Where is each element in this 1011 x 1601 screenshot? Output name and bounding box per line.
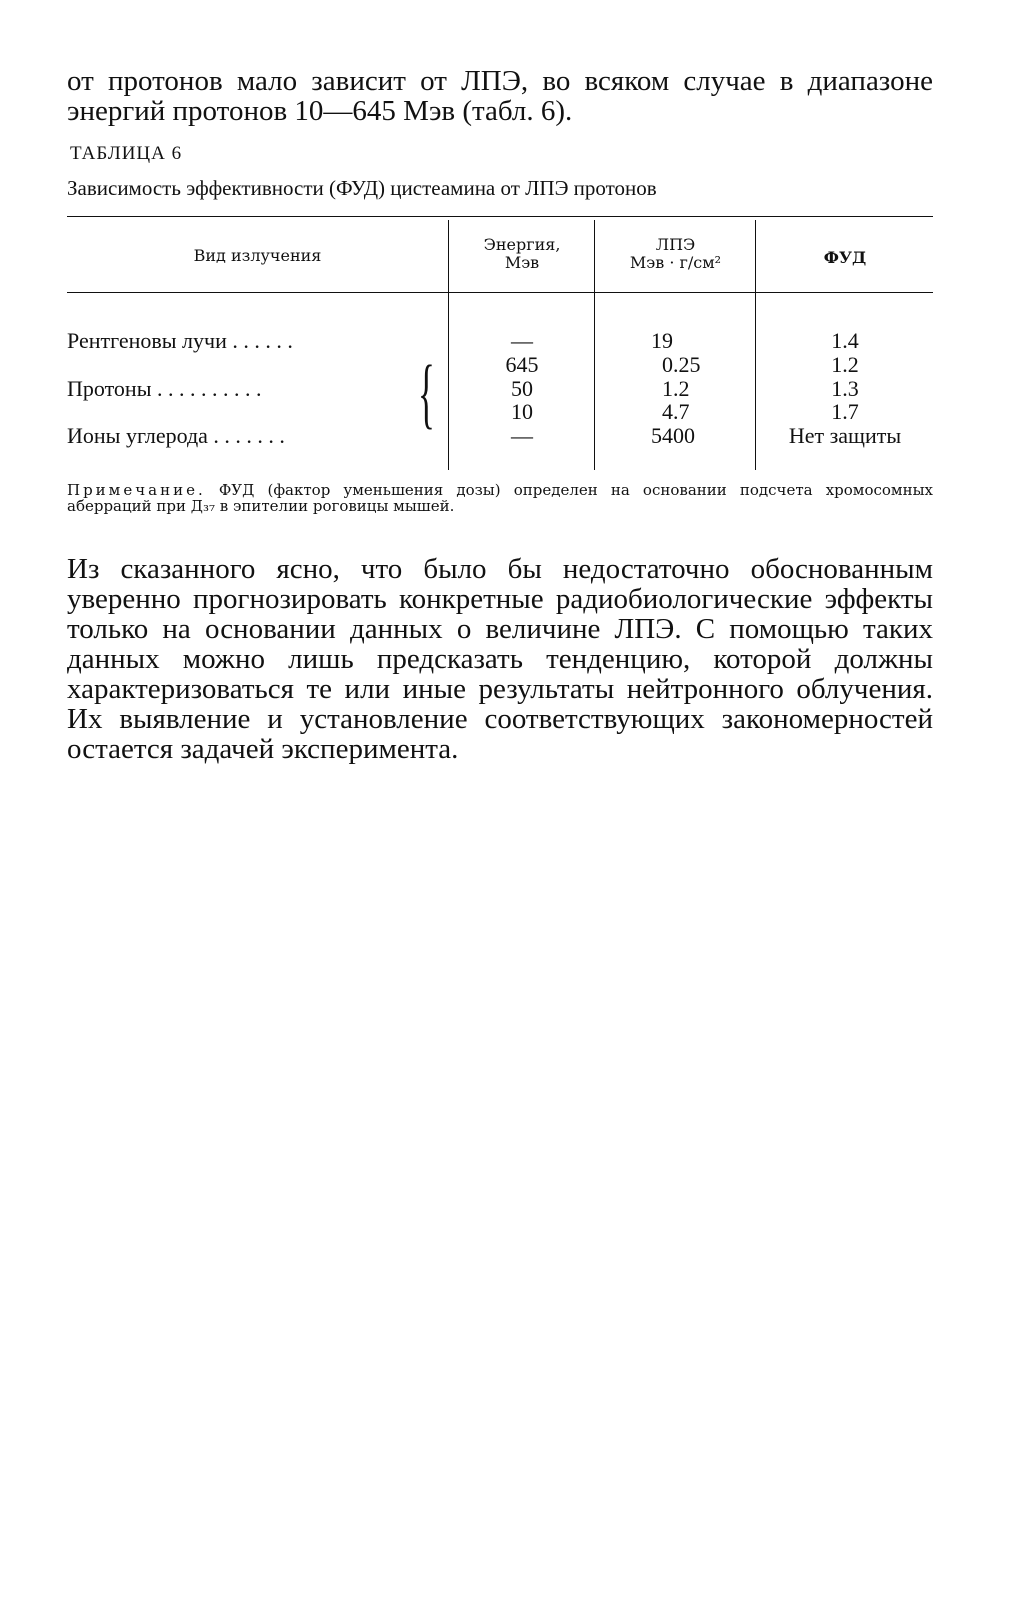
table-header-rule	[67, 292, 933, 293]
cell-energy: —	[511, 423, 533, 448]
cell-dmf: 1.2	[831, 352, 859, 377]
header-energy-line2: Мэв	[504, 253, 540, 272]
cell-energy: 50	[511, 376, 533, 401]
header-type: Вид излучения	[193, 246, 322, 265]
cell-let: 0.25	[662, 352, 701, 377]
header-let-line2: Мэв · г/см²	[629, 253, 722, 272]
note-text: ФУД (фактор уменьшения дозы) определен на основании подсчета хромосомных аберраций при Д₃₇ в эпителии роговицы мышей.	[67, 481, 933, 515]
cell-dmf: 1.4	[831, 328, 859, 353]
cell-dmf: 1.3	[831, 376, 859, 401]
cell-energy: 10	[511, 399, 533, 424]
header-let-line1: ЛПЭ	[655, 235, 696, 254]
table-label: ТАБЛИЦА 6	[70, 143, 183, 164]
protons-brace: {	[418, 349, 435, 436]
column-divider	[594, 220, 595, 470]
row-label-carbon: Ионы углерода . . . . . . .	[67, 423, 285, 448]
column-divider	[448, 220, 449, 470]
table-caption: Зависимость эффективности (ФУД) цистеамина от ЛПЭ протонов	[67, 176, 657, 200]
cell-dmf: Нет защиты	[788, 423, 902, 448]
intro-paragraph: от протонов мало зависит от ЛПЭ, во всяком случае в диапазоне энергий протонов 10—645 Мэв (табл. 6).	[67, 65, 933, 127]
cell-let: 19	[651, 328, 673, 353]
cell-energy: 645	[505, 352, 539, 377]
column-divider	[755, 220, 756, 470]
row-label-protons: Протоны . . . . . . . . . .	[67, 376, 262, 401]
cell-energy: —	[511, 328, 533, 353]
cell-dmf: 1.7	[831, 399, 859, 424]
table-note	[67, 482, 933, 514]
table-top-rule	[67, 216, 933, 217]
note-prefix: Примечание.	[67, 481, 206, 499]
row-label-xray: Рентгеновы лучи . . . . . .	[67, 328, 293, 353]
header-dmf: ФУД	[823, 248, 867, 267]
cell-let: 5400	[651, 423, 695, 448]
main-paragraph: Из сказанного ясно, что было бы недостаточно обоснованным уверенно прогнозировать конкретные радиобиологические эффекты только на основании данных о величине ЛПЭ. С помощью таких данных можно лишь предсказать тенденцию, которой должны характеризоваться те или иные результаты нейтронного облучения. Их выявление и установление соответствующих закономерностей остается задачей эксперимента.	[67, 553, 933, 765]
cell-let: 4.7	[662, 399, 690, 424]
header-energy	[450, 236, 594, 272]
cell-let: 1.2	[662, 376, 690, 401]
header-let	[596, 236, 755, 272]
header-energy-line1: Энергия,	[483, 235, 561, 254]
